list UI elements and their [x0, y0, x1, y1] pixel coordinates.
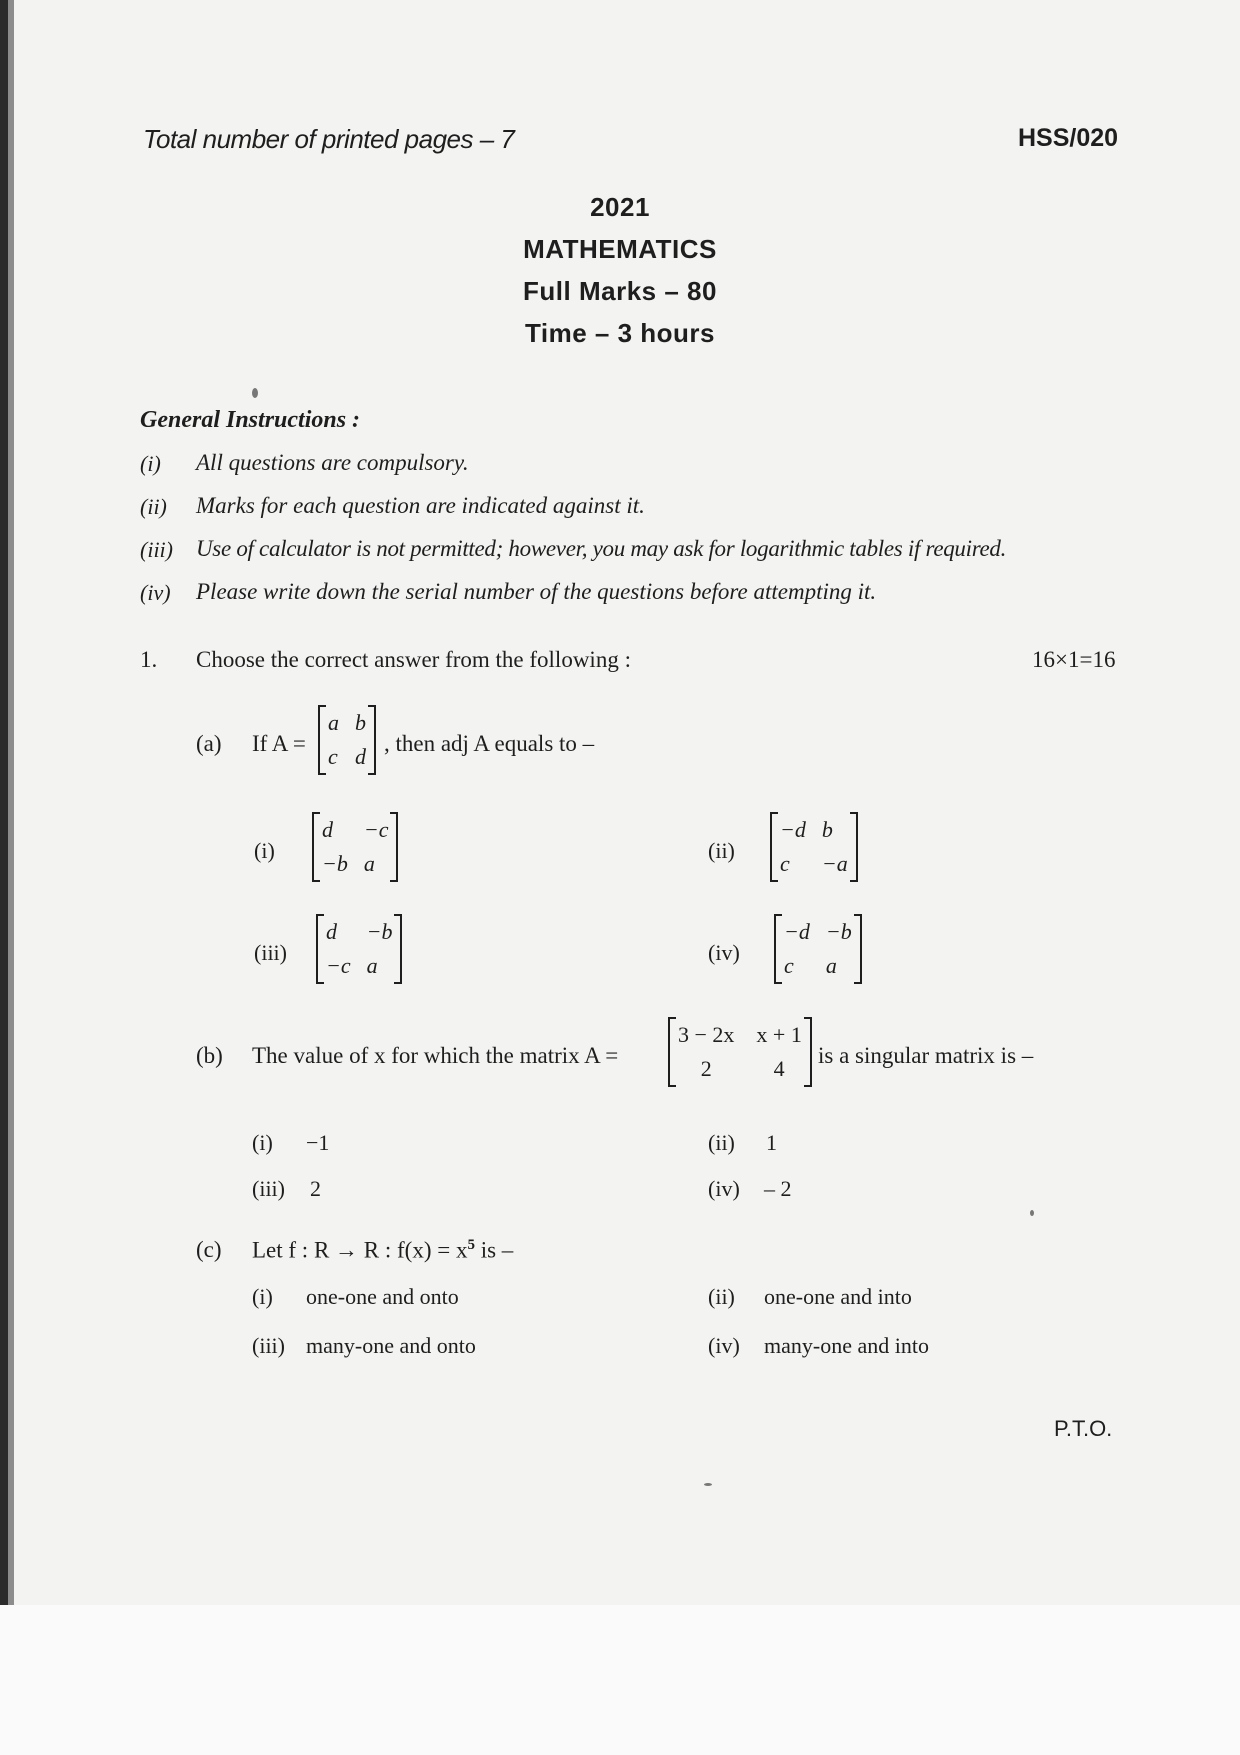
- option-number: (iii): [254, 940, 287, 965]
- function-definition: Let f : R → R : f(x) = x: [252, 1237, 468, 1263]
- matrix-entry: c: [780, 851, 790, 876]
- instruction-number: (i): [140, 451, 161, 476]
- option-number: (i): [252, 1284, 273, 1309]
- option-matrix: [316, 914, 402, 984]
- exponent: 5: [467, 1237, 475, 1253]
- scan-speck: [1030, 1210, 1034, 1216]
- option-number: (i): [254, 838, 275, 863]
- matrix-entry: c: [328, 744, 338, 769]
- subquestion-text: The value of x for which the matrix A =: [252, 1043, 619, 1068]
- question-marks: 16×1=16: [1032, 647, 1116, 672]
- matrix-entry: d: [322, 817, 333, 842]
- subquestion-text: If A =: [252, 731, 306, 756]
- printed-pages-note: Total number of printed pages – 7: [143, 124, 515, 154]
- option-number: (ii): [708, 1130, 735, 1155]
- instruction-number: (ii): [140, 494, 167, 519]
- matrix-a: [318, 705, 376, 775]
- instruction-number: (iii): [140, 537, 173, 562]
- matrix-entry: −b: [366, 919, 393, 944]
- matrix-entry: −c: [326, 953, 351, 978]
- option-text: 2: [310, 1176, 321, 1201]
- matrix-entry: −a: [821, 851, 848, 876]
- exam-subject: MATHEMATICS: [523, 234, 717, 264]
- option-matrix: [312, 812, 398, 882]
- option-number: (i): [252, 1130, 273, 1155]
- option-text: −1: [306, 1130, 330, 1155]
- instruction-text: Marks for each question are indicated against it.: [196, 493, 645, 518]
- option-text: many-one and onto: [306, 1333, 476, 1358]
- subquestion-label: (a): [196, 731, 222, 756]
- matrix-entry: b: [821, 817, 833, 842]
- instruction-text: All questions are compulsory.: [196, 450, 469, 475]
- instruction-number: (iv): [140, 580, 171, 605]
- exam-time: Time – 3 hours: [524, 318, 716, 348]
- page-bottom-margin: [0, 1605, 1240, 1755]
- option-text: one-one and onto: [306, 1284, 459, 1309]
- option-matrix: [770, 812, 858, 882]
- option-number: (iv): [708, 1176, 740, 1201]
- option-text: many-one and into: [764, 1333, 929, 1358]
- option-number: (ii): [708, 1284, 735, 1309]
- function-suffix: is –: [474, 1237, 514, 1263]
- scan-speck: [252, 388, 258, 398]
- instruction-text: Use of calculator is not permitted; however, you may ask for logarithmic tables if required.: [196, 536, 1007, 561]
- full-marks: Full Marks – 80: [523, 276, 717, 306]
- matrix-entry: c: [784, 953, 794, 978]
- matrix-entry: 2: [700, 1056, 712, 1081]
- matrix-entry: −d: [784, 919, 810, 944]
- matrix-entry: −b: [825, 919, 852, 944]
- matrix-entry: −c: [363, 817, 389, 842]
- matrix-entry: a: [366, 953, 378, 978]
- matrix-entry: a: [363, 851, 375, 876]
- option-number: (ii): [708, 838, 735, 863]
- subquestion-label: (b): [196, 1043, 223, 1068]
- subquestion-text: [252, 1237, 513, 1264]
- option-number: (iii): [252, 1333, 285, 1358]
- pto-label: P.T.O.: [1054, 1416, 1113, 1441]
- option-text: – 2: [764, 1176, 792, 1201]
- option-text: one-one and into: [764, 1284, 912, 1309]
- matrix-entry: −d: [780, 817, 806, 842]
- scan-speck: [704, 1483, 712, 1486]
- instructions-heading: General Instructions :: [140, 407, 361, 433]
- matrix-entry: 4: [773, 1056, 785, 1081]
- subquestion-text: , then adj A equals to –: [384, 731, 595, 756]
- matrix-entry: b: [355, 710, 366, 735]
- paper-code: HSS/020: [1018, 124, 1119, 152]
- option-matrix: [774, 914, 862, 984]
- subquestion-label: (c): [196, 1237, 222, 1262]
- instruction-text: Please write down the serial number of the questions before attempting it.: [196, 579, 877, 604]
- matrix-entry: d: [355, 744, 366, 769]
- subquestion-text: is a singular matrix is –: [818, 1043, 1034, 1068]
- question-number: 1.: [140, 647, 158, 672]
- matrix-entry: −b: [322, 851, 348, 876]
- matrix-entry: 3 − 2x: [678, 1022, 735, 1047]
- option-number: (iv): [708, 940, 740, 965]
- matrix-entry: d: [326, 919, 337, 944]
- option-number: (iv): [708, 1333, 740, 1358]
- matrix-entry: a: [825, 953, 837, 978]
- matrix-entry: x + 1: [756, 1022, 802, 1047]
- matrix-b: [668, 1017, 812, 1087]
- option-number: (iii): [252, 1176, 285, 1201]
- matrix-entry: a: [328, 710, 339, 735]
- question-text: Choose the correct answer from the following :: [196, 647, 631, 672]
- exam-year: 2021: [590, 192, 650, 222]
- option-text: 1: [766, 1130, 777, 1155]
